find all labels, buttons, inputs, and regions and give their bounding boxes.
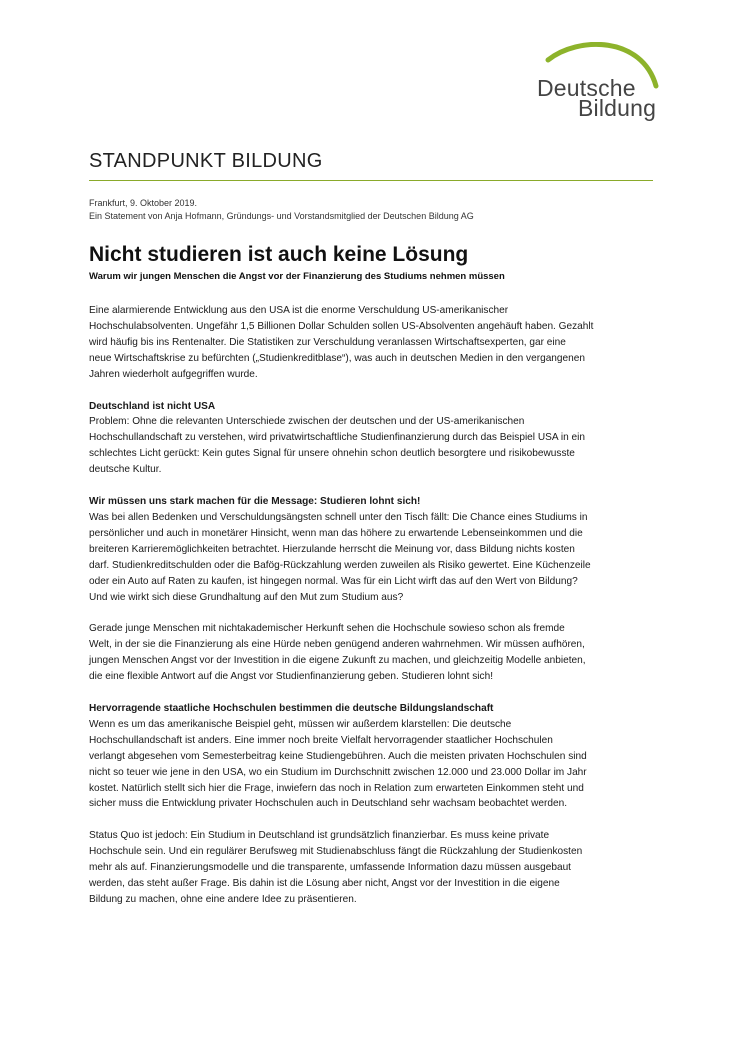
text-line: Hochschule sein. Und ein regulärer Berufsweg mit Studienabschluss fängt die Rückzahlung der Studienkosten (89, 846, 583, 858)
document-header-title: STANDPUNKT BILDUNG (89, 150, 323, 172)
text-line: persönlicher und auch in monetärer Hinsicht, wenn man das höhere zu erwartende Lebenseinkommen und die (89, 527, 583, 539)
section-deutschland (89, 399, 659, 479)
intro-paragraph (89, 303, 659, 383)
text-line: Status Quo ist jedoch: Ein Studium in Deutschland ist grundsätzlich finanzierbar. Es muss keine private (89, 830, 550, 842)
section-message (89, 494, 659, 685)
text-line: nicht so teuer wie jene in den USA, wo ein Studium im Durchschnitt zwischen 12.000 und 23.000 Dollar im Jahr (89, 766, 587, 778)
text-line: Bildung zu machen, ohne eine andere Idee zu präsentieren. (89, 894, 357, 905)
text-line: verlangt abgesehen vom Semesterbeitrag keine Studiengebühren. Auch die meisten privaten Hochschulen sind (89, 750, 587, 762)
text-line: wird häufig bis ins Rentenalter. Die Statistiken zur Verschuldung veranlassen Wirtschaftsexperten, gar eine (89, 336, 566, 348)
text-line: Jahren wiederholt aufgegriffen wurde. (89, 368, 258, 380)
article-title: Nicht studieren ist auch keine Lösung (89, 243, 469, 266)
text-line: neue Wirtschaftskrise zu befürchten („Studienkreditblase“), was auch in deutschen Medien in den vergangenen (89, 352, 585, 364)
text-line: kostet. Natürlich stellt sich hier die Frage, inwiefern das noch in Relation zum erwarteten Einkommen steht und (89, 782, 584, 794)
text-line: Hochschulabsolventen. Ungefähr 1,5 Billionen Dollar Schulden sollen US-Absolventen angehäuft haben. Gezahlt (89, 320, 594, 332)
article-subtitle: Warum wir jungen Menschen die Angst vor der Finanzierung des Studiums nehmen müssen (89, 271, 505, 282)
place-date: Frankfurt, 9. Oktober 2019. (89, 198, 198, 208)
text-line: werden, das steht außer Frage. Bis dahin ist die Lösung aber nicht, Angst vor der Investition in die eigene (89, 878, 560, 890)
section-paragraph (89, 621, 659, 685)
text-line: mehr als auf. Finanzierungsmodelle und die transparente, umfassende Information dazu müssen ausgebaut (89, 862, 571, 874)
text-line: darf. Studienkreditschulden oder die Bafög-Rückzahlung werden zuweilen als Risiko gewertet. Eine Küchenzeile (89, 559, 591, 571)
logo-text-line1: Deutsche (537, 75, 636, 101)
text-line: Eine alarmierende Entwicklung aus den USA ist die enorme Verschuldung US-amerikanischer (89, 305, 509, 316)
text-line: Und wie wirkt sich diese Grundhaltung auf den Mut zum Studium aus? (89, 591, 404, 603)
section-paragraph (89, 414, 659, 478)
brand-logo (530, 42, 660, 122)
statement-line: Ein Statement von Anja Hofmann, Gründungs- und Vorstandsmitglied der Deutschen Bildung AG (89, 211, 474, 221)
section-paragraph (89, 510, 659, 605)
text-line: Hochschullandschaft ist anders. Eine immer noch breite Vielfalt hervorragender staatlicher Hochschulen (89, 734, 553, 746)
text-line: schlechtes Licht gerückt: Kein gutes Signal für unsere ohnehin schon deutlich besorgtere und risikobewusste (89, 448, 575, 460)
section-hochschulen (89, 701, 659, 908)
text-line: sicher muss die Entwicklung privater Hochschulen auch in Deutschland sehr wachsam beobachtet werden. (89, 798, 568, 810)
section-heading: Hervorragende staatliche Hochschulen bestimmen die deutsche Bildungslandschaft (89, 703, 494, 715)
text-line: jungen Menschen Angst vor der Investition in die eigene Zukunft zu machen, und gleichzeitig Modelle anbieten, (89, 655, 586, 667)
text-line: oder ein Auto auf Raten zu kaufen, ist hingegen normal. Was für ein Licht wirft das auf den Wert von Bildung? (89, 575, 578, 587)
text-line: Problem: Ohne die relevanten Unterschiede zwischen der deutschen und der US-amerikanischen (89, 416, 525, 428)
logo-text-line2: Bildung (578, 95, 657, 121)
meta-block (89, 197, 474, 223)
text-line: Welt, in der sie die Finanzierung als eine Hürde neben genügend anderen wahrnehmen. Wir müssen aufhören, (89, 639, 585, 651)
header-divider (89, 180, 653, 181)
text-line: Was bei allen Bedenken und Verschuldungsängsten schnell unter den Tisch fällt: Die Chance eines Studiums in (89, 511, 588, 523)
text-line: die eine flexible Antwort auf die Angst vor Studienfinanzierung geben. Studieren lohnt sich! (89, 671, 494, 683)
text-line: Hochschullandschaft zu verstehen, wird privatwirtschaftliche Studienfinanzierung durch das Beispiel USA in ein (89, 432, 585, 444)
text-line: Wenn es um das amerikanische Beispiel geht, müssen wir außerdem klarstellen: Die deutsche (89, 718, 512, 730)
article-body (89, 303, 659, 924)
text-line: breiteren Karrieremöglichkeiten betrachtet. Hierzulande herrscht die Meinung vor, dass Bildung nichts kosten (89, 543, 575, 555)
section-heading: Wir müssen uns stark machen für die Message: Studieren lohnt sich! (89, 496, 421, 508)
text-line: deutsche Kultur. (89, 464, 162, 476)
section-paragraph (89, 828, 659, 908)
section-paragraph (89, 717, 659, 812)
text-line: Gerade junge Menschen mit nichtakademischer Herkunft sehen die Hochschule sowieso schon als fremde (89, 623, 565, 635)
section-heading: Deutschland ist nicht USA (89, 400, 216, 412)
